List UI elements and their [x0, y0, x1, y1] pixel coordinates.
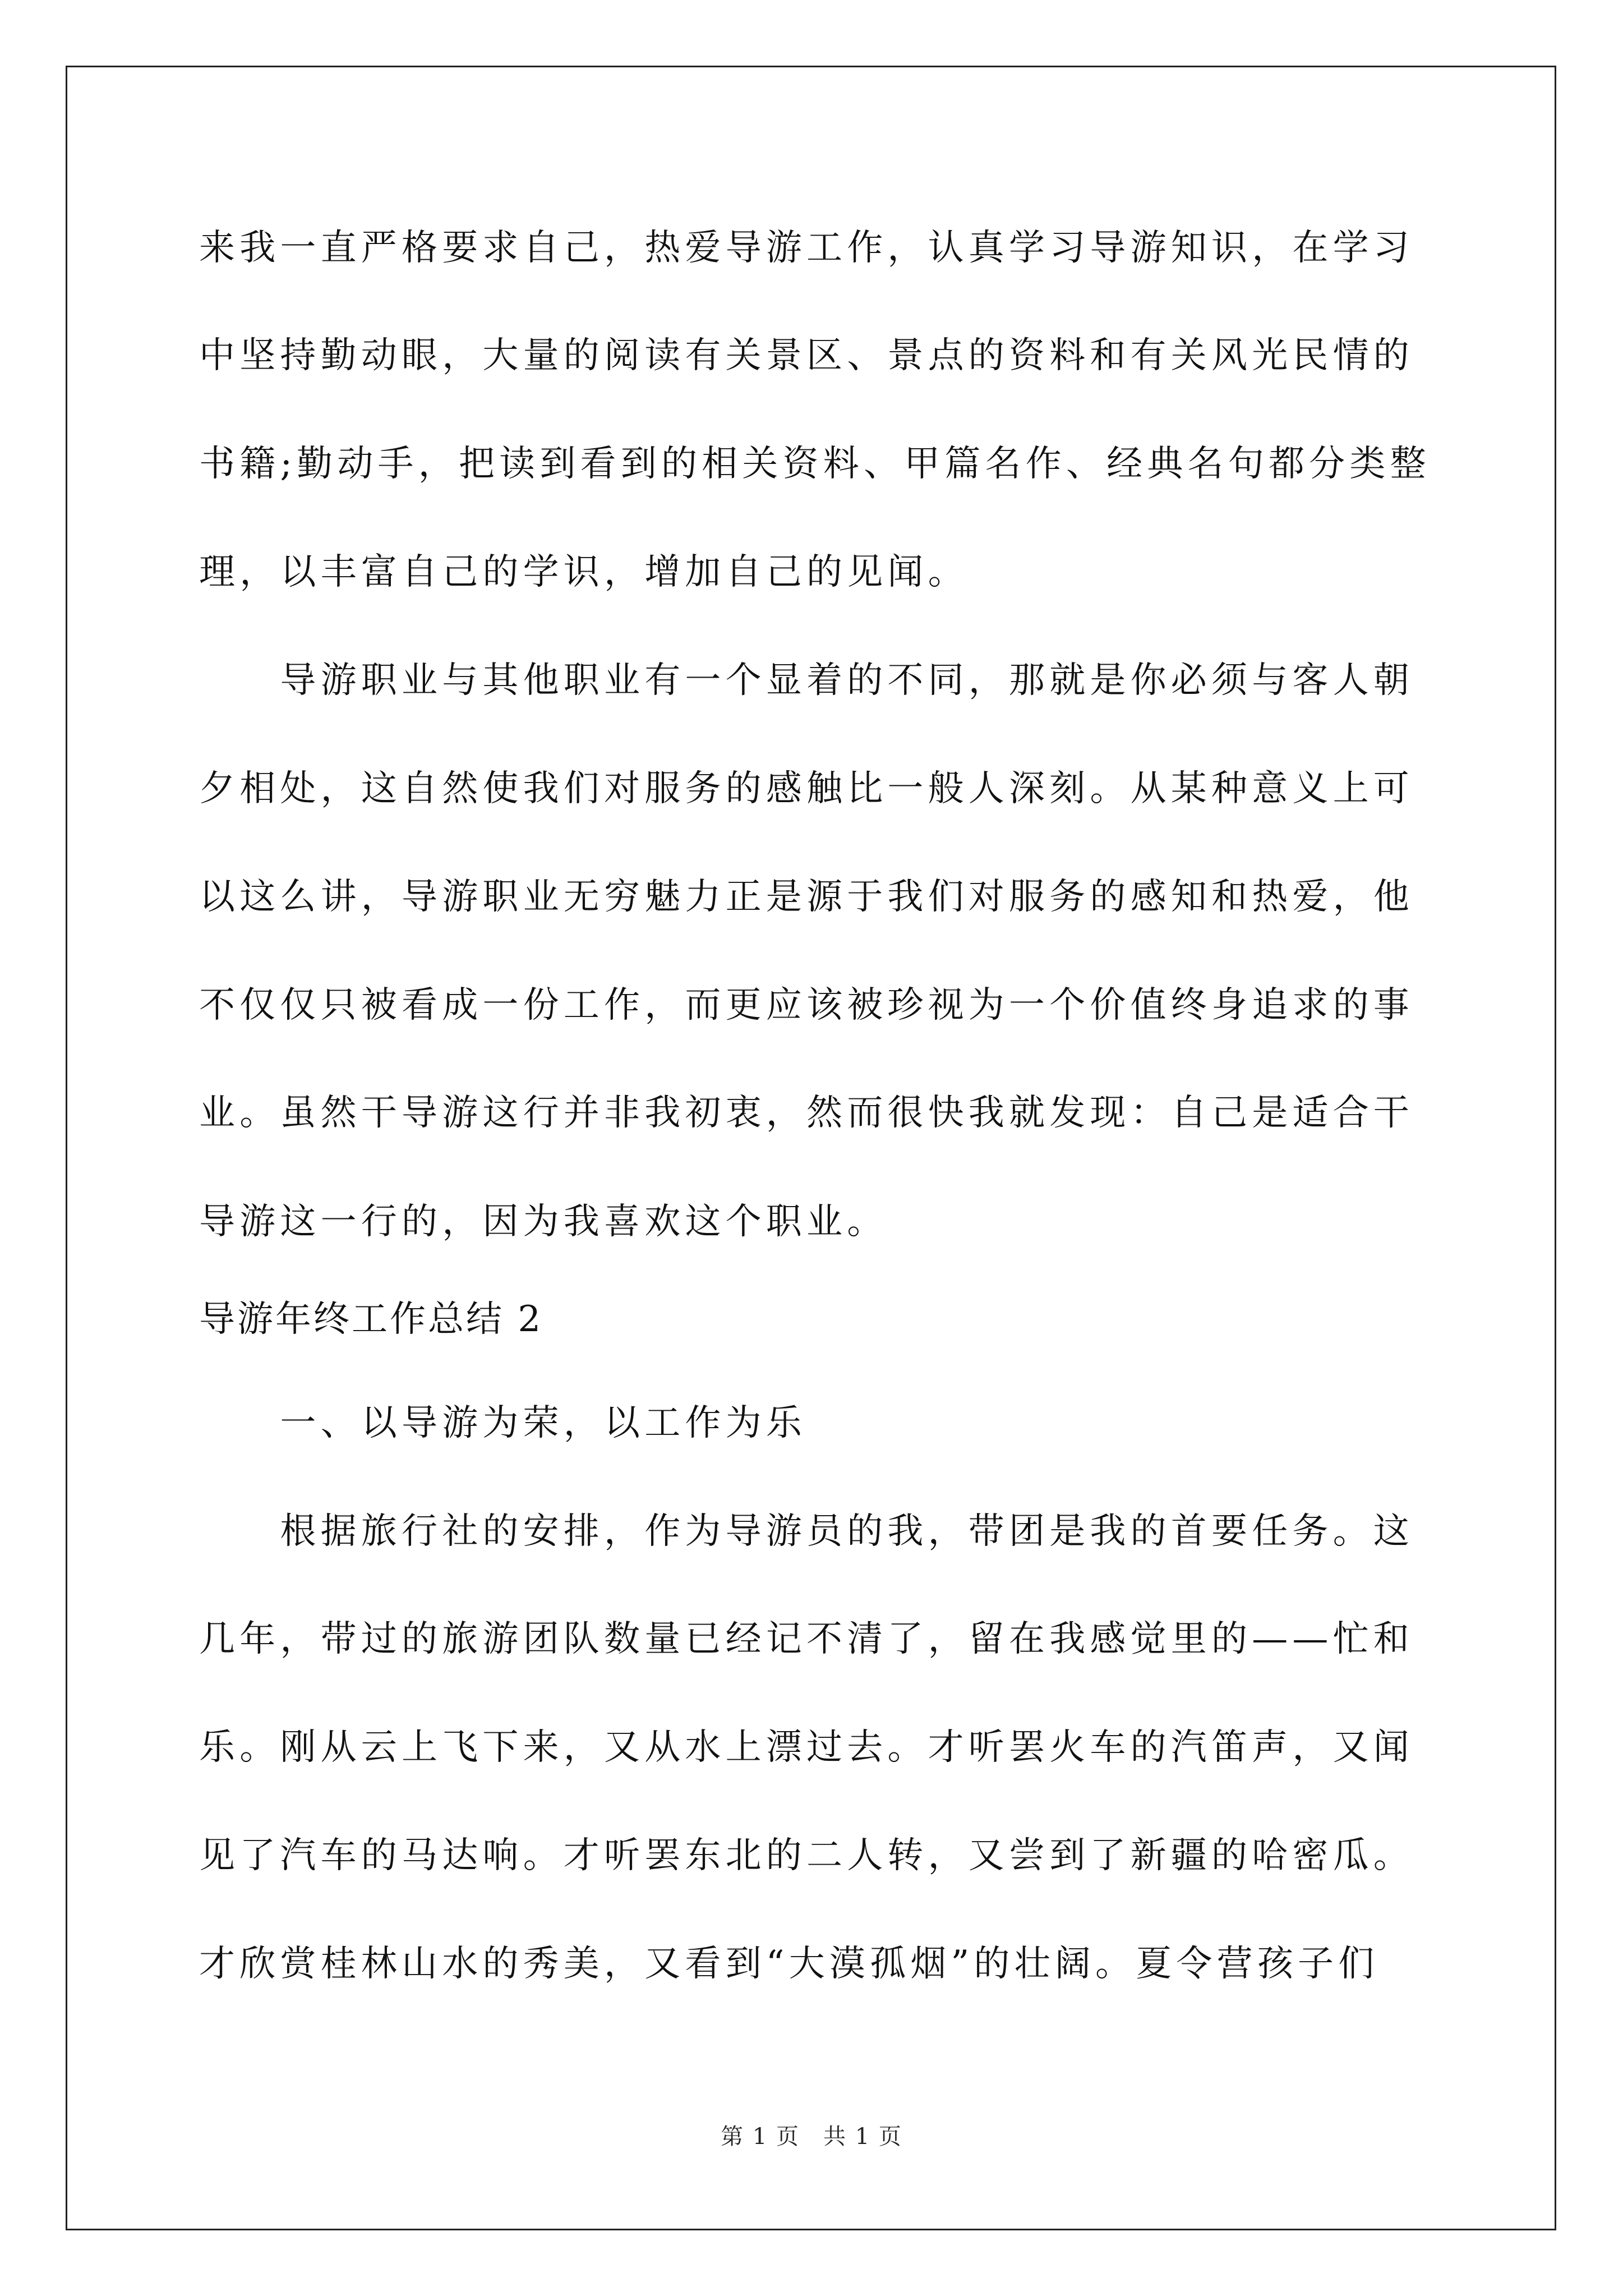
text-line: 乐。刚从云上飞下来，又从水上漂过去。才听罢火车的汽笛声，又闻 — [199, 1727, 1414, 1768]
text-line: 以这么讲，导游职业无穷魅力正是源于我们对服务的感知和热爱，他 — [199, 876, 1414, 918]
page-frame — [66, 66, 1556, 2230]
text-line: 见了汽车的马达响。才听罢东北的二人转，又尝到了新疆的哈密瓜。 — [199, 1835, 1414, 1876]
text-line: 才欣赏桂林山水的秀美，又看到“大漠孤烟”的壮阔。夏令营孩子们 — [199, 1943, 1379, 1985]
text-line: 导游这一行的，因为我喜欢这个职业。 — [199, 1201, 888, 1243]
text-line: 中坚持勤动眼，大量的阅读有关景区、景点的资料和有关风光民情的 — [199, 335, 1414, 376]
text-line: 来我一直严格要求自己，热爱导游工作，认真学习导游知识，在学习 — [199, 227, 1414, 269]
text-line: 几年，带过的旅游团队数量已经记不清了，留在我感觉里的——忙和 — [199, 1618, 1414, 1660]
text-line: 书籍;勤动手，把读到看到的相关资料、甲篇名作、经典名句都分类整 — [199, 443, 1431, 485]
text-line: 根据旅行社的安排，作为导游员的我，带团是我的首要任务。这 — [199, 1511, 1414, 1552]
text-line: 夕相处，这自然使我们对服务的感触比一般人深刻。从某种意义上可 — [199, 768, 1414, 809]
subsection-heading: 一、以导游为荣，以工作为乐 — [199, 1402, 806, 1444]
text-line: 业。虽然干导游这行并非我初衷，然而很快我就发现：自己是适合干 — [199, 1092, 1414, 1134]
text-line: 理，以丰富自己的学识，增加自己的见闻。 — [199, 551, 969, 593]
page-footer: 第 1 页 共 1 页 — [721, 2124, 902, 2150]
section-heading: 导游年终工作总结 2 — [199, 1299, 543, 1340]
text-line: 不仅仅只被看成一份工作，而更应该被珍视为一个价值终身追求的事 — [199, 984, 1414, 1026]
text-line: 导游职业与其他职业有一个显着的不同，那就是你必须与客人朝 — [199, 660, 1414, 701]
